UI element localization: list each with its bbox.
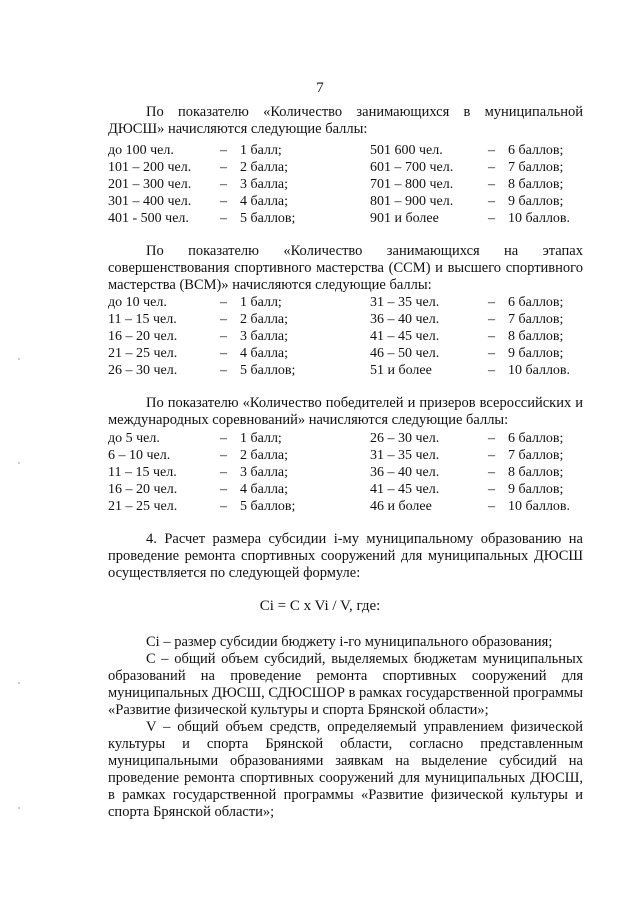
definition-v <box>108 719 583 821</box>
range-right: 501 600 чел. <box>370 143 443 158</box>
dash-left: – <box>220 482 227 497</box>
dash-right: – <box>488 194 495 209</box>
range-right: 31 – 35 чел. <box>370 448 440 463</box>
score-row <box>108 464 588 481</box>
points-right: 10 баллов. <box>508 211 571 226</box>
section3-intro-text: По показателю «Количество победителей и призеров всероссийских и международных соревнований» начисляются следующие баллы: <box>108 395 583 428</box>
range-right: 36 – 40 чел. <box>370 465 440 480</box>
dash-left: – <box>220 295 227 310</box>
dash-right: – <box>488 431 495 446</box>
score-row <box>108 430 588 447</box>
points-left: 1 балл; <box>240 295 282 310</box>
score-row <box>108 294 588 311</box>
definition-ci <box>108 634 583 651</box>
score-row <box>108 447 588 464</box>
range-left: 401 - 500 чел. <box>108 211 189 226</box>
range-left: 11 – 15 чел. <box>108 312 177 327</box>
range-left: 201 – 300 чел. <box>108 177 192 192</box>
points-right: 9 баллов; <box>508 482 564 497</box>
points-right: 6 баллов; <box>508 143 564 158</box>
score-row <box>108 210 588 227</box>
points-left: 4 балла; <box>240 482 289 497</box>
scan-speck <box>18 462 20 464</box>
dash-left: – <box>220 194 227 209</box>
point4-text: 4. Расчет размера субсидии i-му муниципальному образованию на проведение ремонта спортивных сооружений для муниципальных ДЮСШ осуществляется по следующей формуле: <box>108 531 583 581</box>
score-row <box>108 498 588 515</box>
points-left: 3 балла; <box>240 465 289 480</box>
formula: Ci = C x Vi / V, где: <box>259 598 381 614</box>
points-right: 8 баллов; <box>508 465 564 480</box>
dash-left: – <box>220 448 227 463</box>
range-left: 21 – 25 чел. <box>108 499 178 514</box>
score-row <box>108 176 588 193</box>
page-number: 7 <box>316 80 324 96</box>
dash-right: – <box>488 211 495 226</box>
score-row <box>108 311 588 328</box>
points-right: 7 баллов; <box>508 448 564 463</box>
dash-left: – <box>220 329 227 344</box>
score-row <box>108 362 588 379</box>
range-right: 701 – 800 чел. <box>370 177 454 192</box>
range-left: 11 – 15 чел. <box>108 465 177 480</box>
dash-right: – <box>488 177 495 192</box>
points-right: 7 баллов; <box>508 312 564 327</box>
range-left: до 5 чел. <box>108 431 160 446</box>
points-right: 8 баллов; <box>508 329 564 344</box>
points-left: 2 балла; <box>240 312 289 327</box>
dash-left: – <box>220 143 227 158</box>
range-right: 51 и более <box>370 363 432 378</box>
dash-right: – <box>488 295 495 310</box>
points-right: 9 баллов; <box>508 346 564 361</box>
range-left: 6 – 10 чел. <box>108 448 171 463</box>
range-left: 301 – 400 чел. <box>108 194 192 209</box>
range-right: 46 – 50 чел. <box>370 346 440 361</box>
section1-intro <box>108 104 583 138</box>
dash-left: – <box>220 211 227 226</box>
definition-v-text: V – общий объем средств, определяемый управлением физической культуры и спорта Брянской области, согласно представленным муниципальными образованиями заявкам на выделение субсидий на проведение ремонта спортивных сооружений для муниципальных ДЮСШ, в рамках государственной программы «Развитие физической культуры и спорта Брянской области»; <box>108 719 583 820</box>
dash-right: – <box>488 499 495 514</box>
points-left: 5 баллов; <box>240 363 296 378</box>
range-right: 601 – 700 чел. <box>370 160 454 175</box>
section3-table <box>108 430 588 515</box>
dash-right: – <box>488 312 495 327</box>
points-left: 4 балла; <box>240 346 289 361</box>
dash-right: – <box>488 482 495 497</box>
points-right: 7 баллов; <box>508 160 564 175</box>
dash-right: – <box>488 329 495 344</box>
point4-paragraph <box>108 531 583 582</box>
definition-c <box>108 651 583 719</box>
section1-table <box>108 142 588 227</box>
range-right: 31 – 35 чел. <box>370 295 440 310</box>
dash-right: – <box>488 363 495 378</box>
points-left: 1 балл; <box>240 143 282 158</box>
dash-right: – <box>488 448 495 463</box>
points-left: 5 баллов; <box>240 211 296 226</box>
score-row <box>108 481 588 498</box>
score-row <box>108 159 588 176</box>
points-right: 8 баллов; <box>508 177 564 192</box>
points-left: 1 балл; <box>240 431 282 446</box>
range-right: 41 – 45 чел. <box>370 329 440 344</box>
range-left: до 100 чел. <box>108 143 174 158</box>
dash-left: – <box>220 431 227 446</box>
section1-intro-text: По показателю «Количество занимающихся в муниципальной ДЮСШ» начисляются следующие баллы: <box>108 104 583 137</box>
section2-table <box>108 294 588 379</box>
range-left: 16 – 20 чел. <box>108 329 178 344</box>
dash-left: – <box>220 465 227 480</box>
score-row <box>108 193 588 210</box>
score-row <box>108 345 588 362</box>
definition-c-text: С – общий объем субсидий, выделяемых бюджетам муниципальных образований на проведение ремонта спортивных сооружений для муниципальных ДЮСШ, СДЮСШОР в рамках государственной программы «Развитие физической культуры и спорта Брянской области»; <box>108 651 583 718</box>
section3-intro <box>108 395 583 429</box>
range-right: 26 – 30 чел. <box>370 431 440 446</box>
range-left: 101 – 200 чел. <box>108 160 192 175</box>
dash-left: – <box>220 499 227 514</box>
points-left: 3 балла; <box>240 177 289 192</box>
dash-right: – <box>488 160 495 175</box>
score-row <box>108 142 588 159</box>
section2-intro <box>108 243 583 294</box>
dash-left: – <box>220 312 227 327</box>
points-right: 6 баллов; <box>508 295 564 310</box>
section2-intro-text: По показателю «Количество занимающихся на этапах совершенствования спортивного мастерства (ССМ) и высшего спортивного мастерства (ВСМ)» начисляются следующие баллы: <box>108 243 583 293</box>
points-right: 6 баллов; <box>508 431 564 446</box>
dash-left: – <box>220 177 227 192</box>
range-left: 21 – 25 чел. <box>108 346 178 361</box>
scan-speck <box>18 358 20 360</box>
points-right: 10 баллов. <box>508 363 571 378</box>
points-right: 10 баллов. <box>508 499 571 514</box>
dash-left: – <box>220 346 227 361</box>
range-right: 901 и более <box>370 211 439 226</box>
points-left: 2 балла; <box>240 448 289 463</box>
scan-speck <box>18 682 20 684</box>
dash-left: – <box>220 160 227 175</box>
definition-ci-text: Ci – размер субсидии бюджету i-го муниципального образования; <box>146 634 553 650</box>
points-left: 3 балла; <box>240 329 289 344</box>
dash-right: – <box>488 143 495 158</box>
range-right: 46 и более <box>370 499 432 514</box>
range-right: 41 – 45 чел. <box>370 482 440 497</box>
scan-speck <box>18 807 20 809</box>
range-left: до 10 чел. <box>108 295 167 310</box>
score-row <box>108 328 588 345</box>
points-left: 4 балла; <box>240 194 289 209</box>
dash-right: – <box>488 346 495 361</box>
points-right: 9 баллов; <box>508 194 564 209</box>
points-left: 5 баллов; <box>240 499 296 514</box>
range-left: 26 – 30 чел. <box>108 363 178 378</box>
range-right: 801 – 900 чел. <box>370 194 454 209</box>
range-left: 16 – 20 чел. <box>108 482 178 497</box>
dash-right: – <box>488 465 495 480</box>
points-left: 2 балла; <box>240 160 289 175</box>
range-right: 36 – 40 чел. <box>370 312 440 327</box>
dash-left: – <box>220 363 227 378</box>
